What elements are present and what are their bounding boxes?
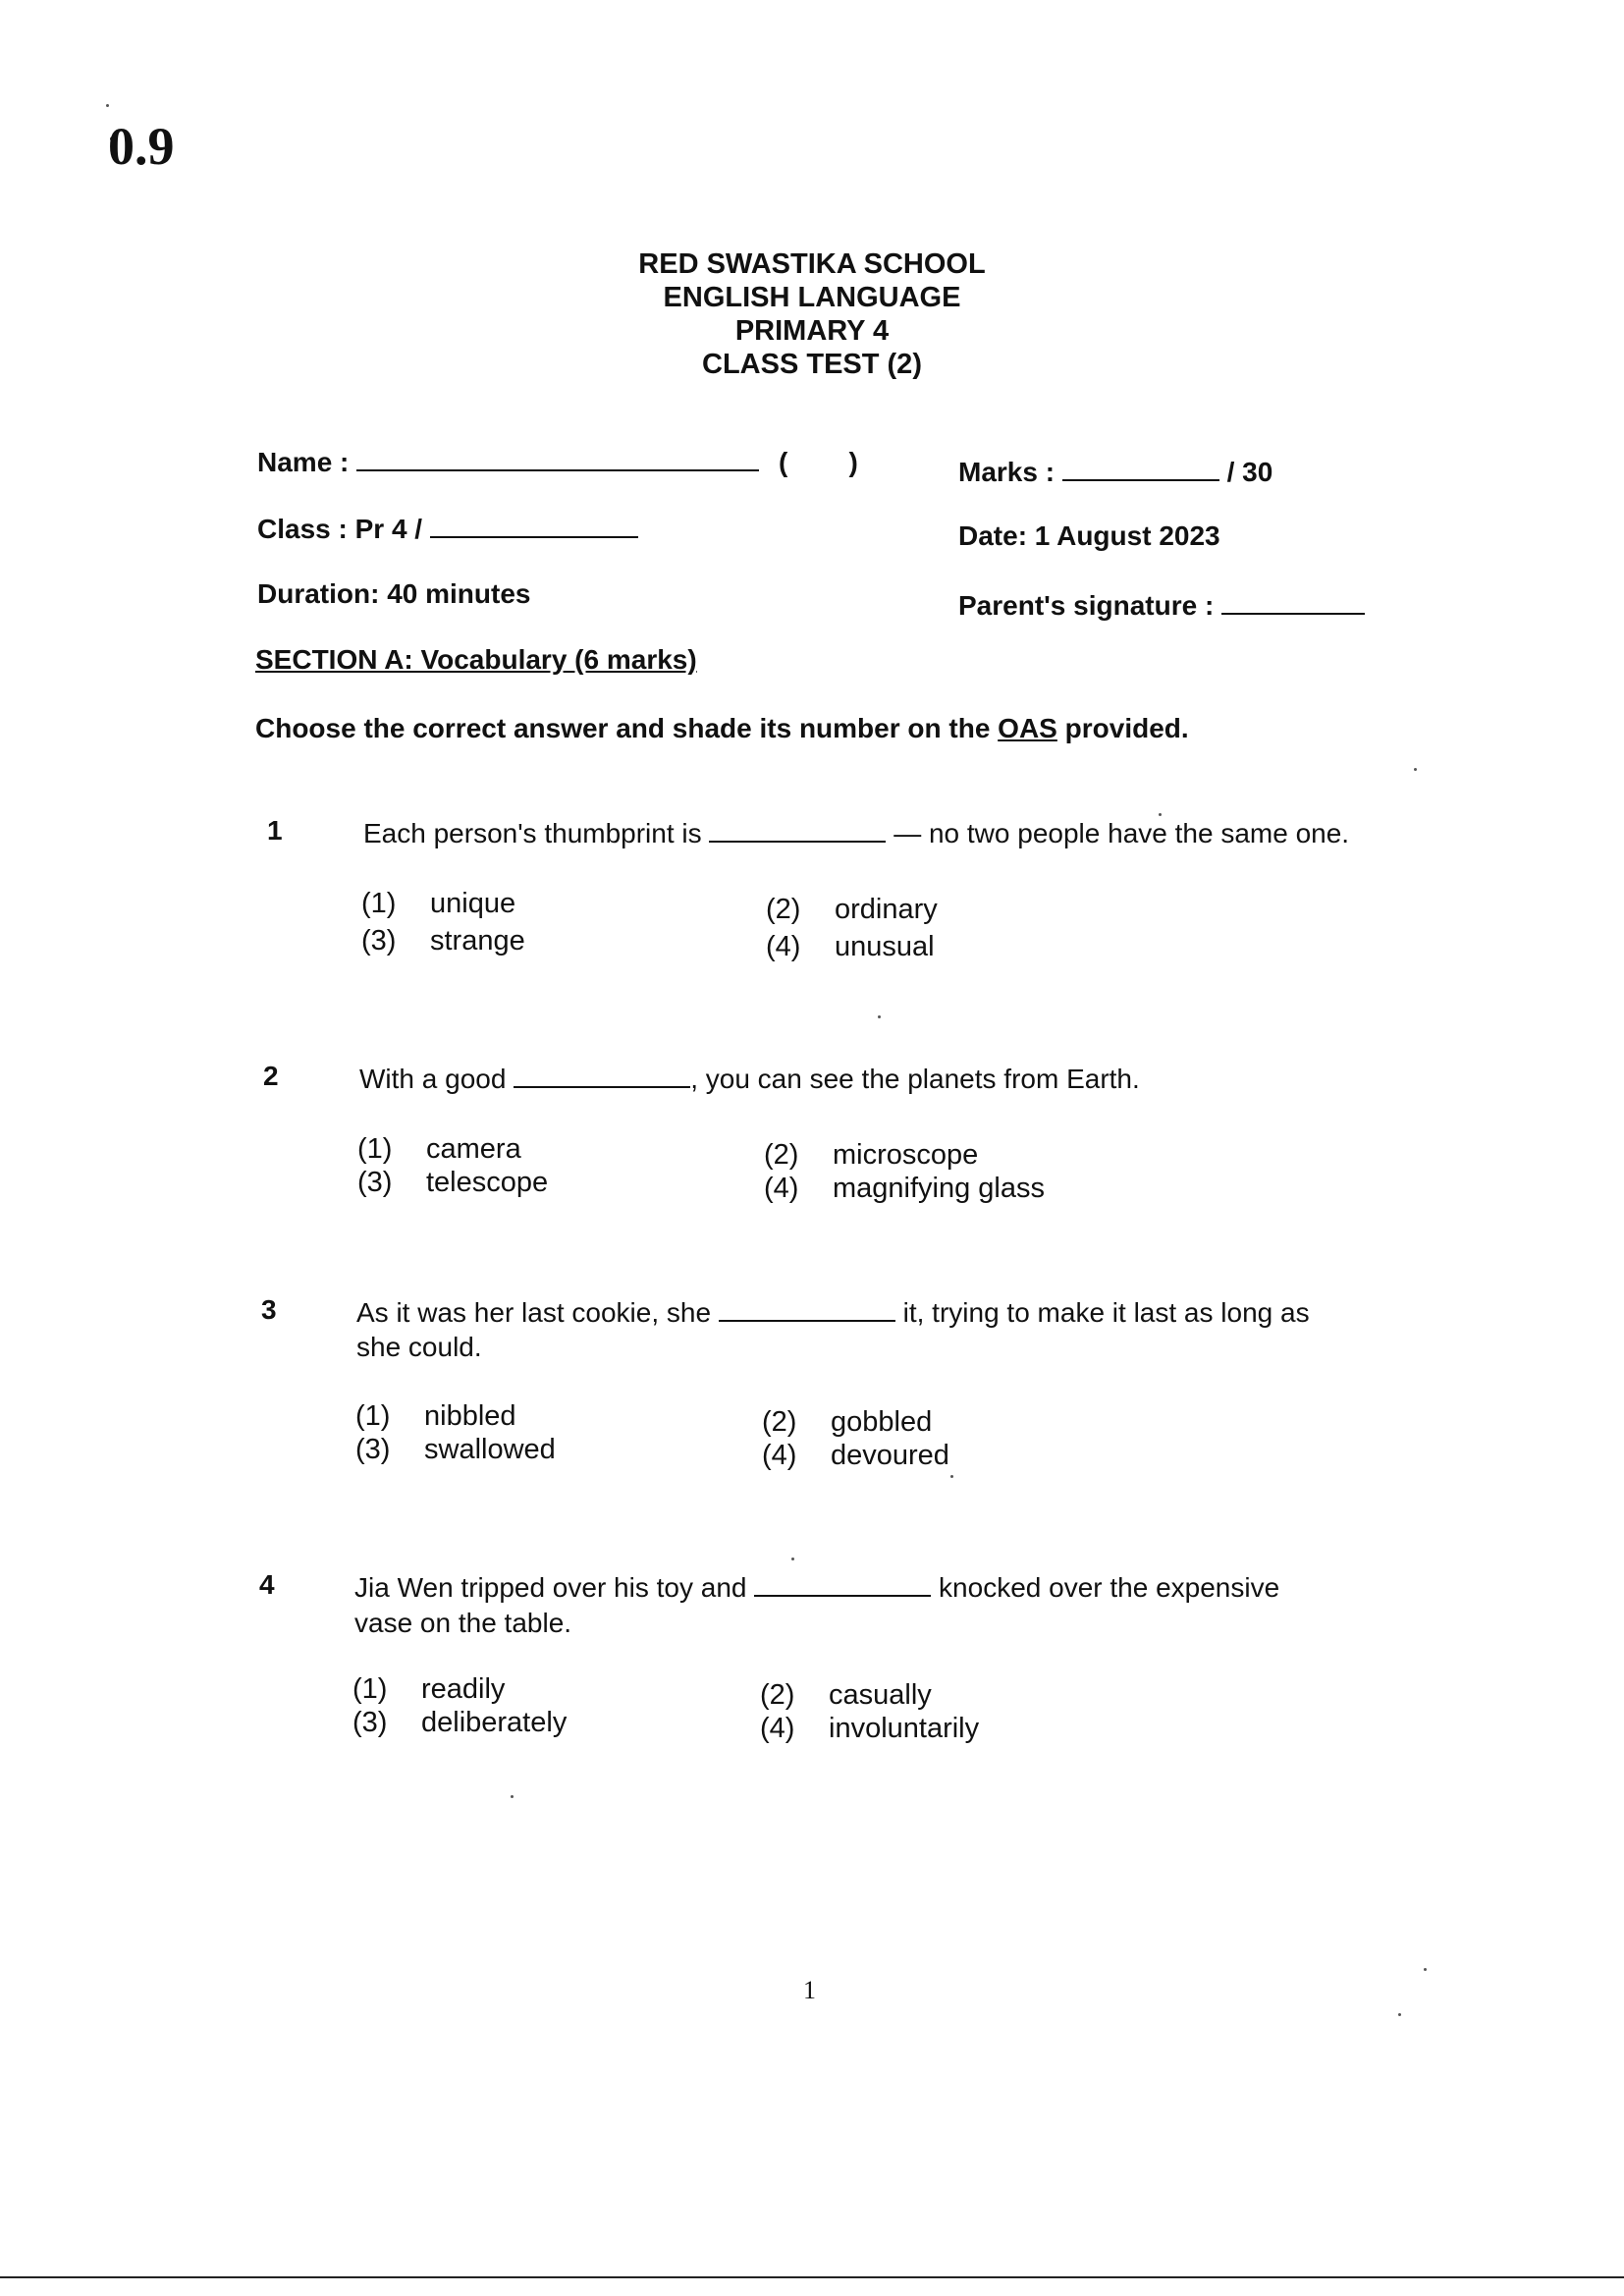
question-stem-end: , you can see the planets from Earth. bbox=[690, 1064, 1140, 1094]
subject-name: ENGLISH LANGUAGE bbox=[663, 282, 961, 313]
page-number: 1 bbox=[803, 1976, 816, 2004]
option-text: magnifying glass bbox=[833, 1173, 1045, 1204]
scan-speck bbox=[1424, 1968, 1427, 1971]
marks-field bbox=[958, 454, 1272, 488]
option-number: (2) bbox=[762, 1406, 797, 1438]
question-number: 4 bbox=[259, 1569, 275, 1600]
option-text: involuntarily bbox=[829, 1713, 980, 1744]
option bbox=[764, 1171, 1045, 1206]
option-text: swallowed bbox=[424, 1434, 556, 1465]
marks-label: Marks : bbox=[958, 457, 1056, 487]
parent-signature-field bbox=[958, 587, 1365, 622]
name-label: Name : bbox=[257, 447, 350, 477]
question-text bbox=[354, 1571, 1279, 1604]
option-number: (4) bbox=[766, 931, 801, 962]
answer-blank bbox=[719, 1296, 895, 1322]
bottom-rule bbox=[0, 2276, 1624, 2278]
answer-blank bbox=[754, 1571, 931, 1597]
duration-text: Duration: 40 minutes bbox=[257, 578, 531, 609]
option-number: (3) bbox=[361, 925, 397, 957]
scan-speck bbox=[1398, 2013, 1401, 2016]
option-number: (2) bbox=[764, 1139, 799, 1171]
option bbox=[352, 1705, 567, 1740]
class-blank[interactable] bbox=[430, 511, 638, 538]
scan-speck bbox=[1414, 768, 1417, 771]
marks-total: / 30 bbox=[1226, 457, 1273, 487]
option bbox=[352, 1671, 505, 1707]
option-text: microscope bbox=[833, 1139, 979, 1171]
school-name: RED SWASTIKA SCHOOL bbox=[638, 248, 986, 280]
oas-term: OAS bbox=[998, 713, 1057, 743]
question-stem: Each person's thumbprint is bbox=[363, 818, 702, 848]
option bbox=[762, 1438, 949, 1473]
name-blank[interactable] bbox=[356, 444, 759, 471]
scan-speck bbox=[511, 1795, 514, 1798]
scan-speck bbox=[878, 1015, 881, 1018]
option-text: telescope bbox=[426, 1167, 549, 1198]
register-number-brackets: ( ) bbox=[778, 447, 858, 477]
option-number: (4) bbox=[762, 1440, 797, 1471]
question-stem-end: — no two people have the same one. bbox=[893, 818, 1350, 848]
option-number: (3) bbox=[352, 1707, 388, 1738]
handwritten-score: 0.9 bbox=[108, 117, 175, 176]
option bbox=[361, 886, 515, 921]
name-field bbox=[257, 444, 858, 478]
question-stem-end: it, trying to make it last as long as bbox=[902, 1297, 1310, 1328]
option bbox=[760, 1677, 932, 1713]
question-number: 3 bbox=[261, 1294, 277, 1325]
option-text: ordinary bbox=[835, 894, 938, 925]
class-label: Class : Pr 4 / bbox=[257, 514, 423, 544]
option-text: unique bbox=[430, 888, 516, 919]
option-text: casually bbox=[829, 1679, 932, 1711]
question-stem: Jia Wen tripped over his toy and bbox=[354, 1572, 747, 1603]
option-text: readily bbox=[421, 1673, 506, 1705]
question-text-line2: vase on the table. bbox=[354, 1608, 572, 1638]
question-stem: As it was her last cookie, she bbox=[356, 1297, 712, 1328]
option-text: gobbled bbox=[831, 1406, 933, 1438]
option bbox=[355, 1398, 516, 1434]
date-text: Date: 1 August 2023 bbox=[958, 520, 1220, 551]
option-number: (1) bbox=[361, 888, 397, 919]
option-number: (2) bbox=[766, 894, 801, 925]
section-title: SECTION A: Vocabulary (6 marks) bbox=[255, 644, 697, 675]
option-number: (2) bbox=[760, 1679, 795, 1711]
question-text bbox=[363, 817, 1349, 849]
instruction-text-end: provided. bbox=[1056, 713, 1189, 743]
question-text-line2: she could. bbox=[356, 1332, 482, 1362]
scan-speck bbox=[950, 1475, 953, 1478]
option bbox=[361, 923, 525, 958]
option bbox=[760, 1711, 979, 1746]
answer-blank bbox=[709, 817, 886, 843]
option-number: (3) bbox=[357, 1167, 393, 1198]
option-number: (3) bbox=[355, 1434, 391, 1465]
option-text: unusual bbox=[835, 931, 935, 962]
option-text: strange bbox=[430, 925, 525, 957]
class-field bbox=[257, 511, 638, 545]
option-number: (1) bbox=[357, 1133, 393, 1165]
marks-blank[interactable] bbox=[1062, 454, 1219, 481]
instruction-text: Choose the correct answer and shade its number on the bbox=[255, 713, 999, 743]
option bbox=[355, 1432, 556, 1467]
level-name: PRIMARY 4 bbox=[734, 315, 890, 347]
option-text: nibbled bbox=[424, 1400, 516, 1432]
parent-signature-label: Parent's signature : bbox=[958, 590, 1215, 621]
scan-speck bbox=[1159, 813, 1162, 816]
scan-speck bbox=[106, 104, 109, 107]
question-text bbox=[356, 1296, 1310, 1329]
answer-blank bbox=[514, 1063, 690, 1088]
question-number: 1 bbox=[267, 815, 283, 846]
option-number: (1) bbox=[352, 1673, 388, 1705]
scan-speck bbox=[791, 1558, 794, 1560]
option-text: deliberately bbox=[421, 1707, 568, 1738]
option-number: (4) bbox=[764, 1173, 799, 1204]
question-stem-end: knocked over the expensive bbox=[939, 1572, 1280, 1603]
option bbox=[762, 1404, 932, 1440]
exam-header bbox=[0, 247, 1624, 381]
option-text: devoured bbox=[831, 1440, 949, 1471]
question-text bbox=[359, 1063, 1140, 1095]
option bbox=[357, 1131, 521, 1167]
option-number: (4) bbox=[760, 1713, 795, 1744]
question-number: 2 bbox=[263, 1061, 279, 1091]
option bbox=[766, 929, 935, 964]
question-stem: With a good bbox=[359, 1064, 507, 1094]
parent-signature-blank[interactable] bbox=[1221, 587, 1365, 615]
option bbox=[766, 892, 938, 927]
test-name: CLASS TEST (2) bbox=[702, 349, 922, 380]
instruction bbox=[255, 713, 1189, 744]
option-number: (1) bbox=[355, 1400, 391, 1432]
option bbox=[764, 1137, 978, 1173]
option-text: camera bbox=[426, 1133, 521, 1165]
option bbox=[357, 1165, 548, 1200]
